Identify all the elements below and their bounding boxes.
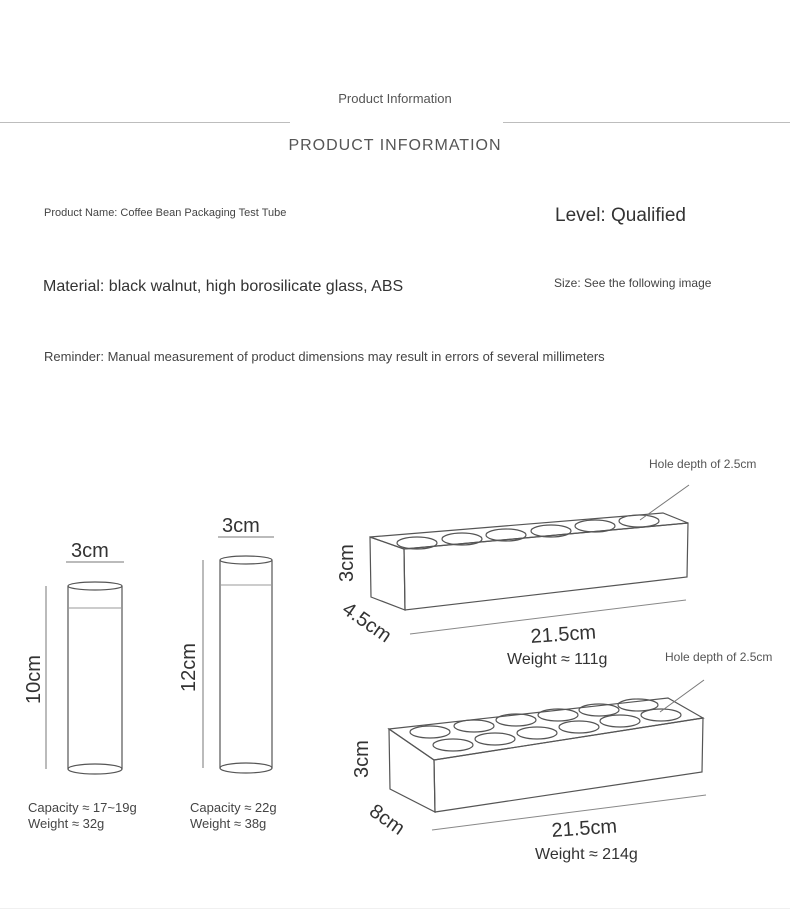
rack-small-drawing [370,485,689,634]
rack-small-weight: Weight ≈ 111g [507,651,608,668]
measurement-reminder: Reminder: Manual measurement of product dimensions may result in errors of several millimeters [44,349,605,364]
product-material: Material: black walnut, high borosilicate glass, ABS [43,278,404,295]
product-name: Product Name: Coffee Bean Packaging Test Tube [44,207,287,219]
rack-large-length: 21.5cm [550,815,618,842]
rack-large-weight: Weight ≈ 214g [535,846,638,863]
tube-small-diameter: 3cm [71,540,109,562]
tube-small-drawing [46,562,124,774]
rack-large-depth: 8cm [365,800,409,840]
rack-small-depth: 4.5cm [338,598,396,648]
section-title: PRODUCT INFORMATION [288,137,502,154]
rack-small-length: 21.5cm [529,621,597,648]
rack-large-drawing [389,680,706,830]
rack-small-hole-depth: Hole depth of 2.5cm [649,457,757,471]
tube-large-drawing [203,537,274,773]
rack-large-height: 3cm [351,740,373,778]
bottom-divider [0,908,790,909]
product-size: Size: See the following image [554,276,712,290]
tube-large-spec: Capacity ≈ 22g Weight ≈ 38g [190,800,277,831]
rack-small-height: 3cm [336,544,358,582]
product-level: Level: Qualified [555,205,686,226]
tube-small-height: 10cm [23,655,45,704]
tube-small-spec: Capacity ≈ 17~19g Weight ≈ 32g [28,800,137,831]
section-subtitle: Product Information [338,91,452,106]
tube-large-height: 12cm [178,643,200,692]
rack-large-hole-depth: Hole depth of 2.5cm [665,650,773,664]
tube-large-diameter: 3cm [222,515,260,537]
